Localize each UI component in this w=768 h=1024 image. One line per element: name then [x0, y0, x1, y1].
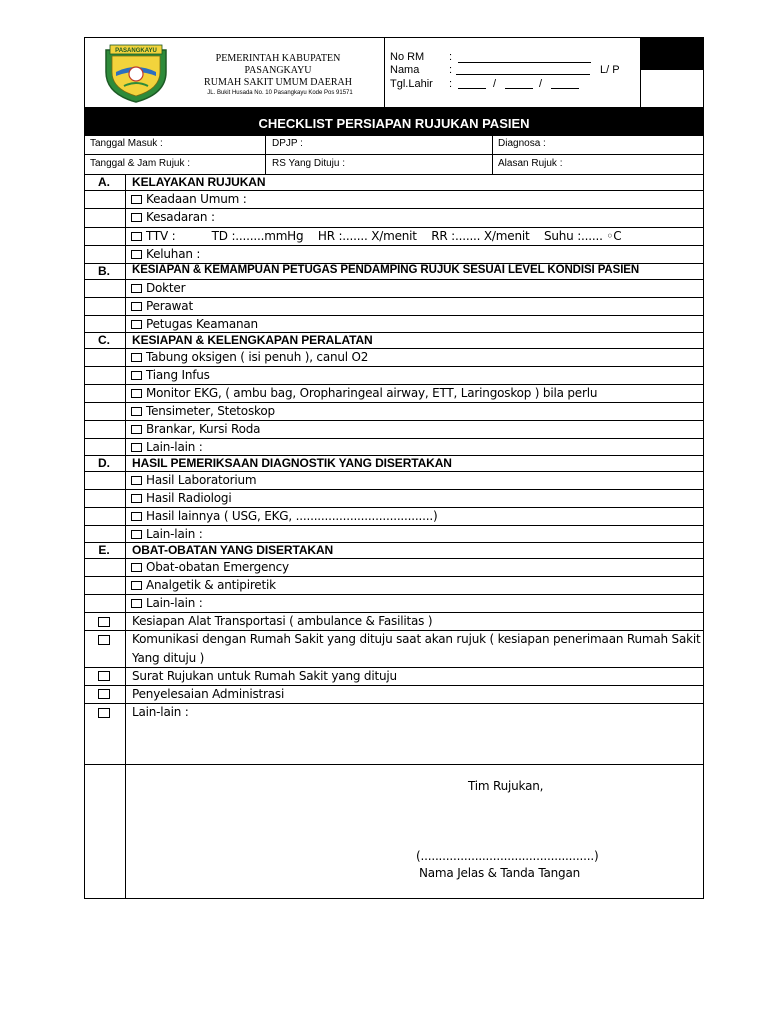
- other-item: Lain-lain :: [132, 705, 189, 719]
- transport-readiness-item: Kesiapan Alat Transportasi ( ambulance & Fasilitas ): [132, 614, 433, 628]
- checkbox[interactable]: [131, 302, 142, 311]
- letter-column-divider: [125, 174, 126, 899]
- checklist-item: Tabung oksigen ( isi penuh ), canul O2: [131, 350, 368, 364]
- no-rm-field[interactable]: [458, 62, 591, 63]
- section-c-letter: C.: [98, 333, 110, 347]
- checklist-item: Hasil Laboratorium: [131, 473, 256, 487]
- section-b-title: KESIAPAN & KEMAMPUAN PETUGAS PENDAMPING RUJUK SESUAI LEVEL KONDISI PASIEN: [132, 264, 640, 276]
- row-divider: [84, 667, 704, 668]
- birth-month-field[interactable]: [505, 88, 533, 89]
- checkbox[interactable]: [131, 494, 142, 503]
- row-divider: [84, 366, 704, 367]
- checklist-item: Analgetik & antipiretik: [131, 578, 276, 592]
- checkbox[interactable]: [131, 232, 142, 241]
- row-divider: [84, 612, 704, 613]
- checkbox[interactable]: [131, 512, 142, 521]
- section-d-letter: D.: [98, 456, 110, 470]
- row-divider: [84, 315, 704, 316]
- tanggal-masuk-label: Tanggal Masuk :: [90, 138, 163, 149]
- checkbox[interactable]: [131, 425, 142, 434]
- signature-caption: Nama Jelas & Tanda Tangan: [419, 866, 581, 880]
- gov-line-2: PASANGKAYU: [244, 65, 312, 76]
- checklist-item: Perawat: [131, 299, 193, 313]
- colon: :: [449, 51, 453, 63]
- row-divider: [84, 154, 704, 155]
- checkbox[interactable]: [131, 250, 142, 259]
- ttv-row: TTV : TD :........mmHg HR :....... X/menit RR :....... X/menit Suhu :...... ◦C: [131, 229, 621, 243]
- referral-letter-item: Surat Rujukan untuk Rumah Sakit yang dituju: [132, 669, 397, 683]
- checklist-item: Hasil lainnya ( USG, EKG, ......................................): [131, 509, 437, 523]
- section-a-letter: A.: [98, 175, 110, 189]
- section-e-letter: E.: [98, 543, 110, 557]
- row-divider: [84, 558, 704, 559]
- gender-label: L/ P: [600, 64, 620, 76]
- checklist-item: Keluhan :: [131, 247, 200, 261]
- checkbox[interactable]: [131, 213, 142, 222]
- row-divider: [84, 402, 704, 403]
- row-divider: [84, 384, 704, 385]
- row-divider: [84, 471, 704, 472]
- checkbox[interactable]: [131, 599, 142, 608]
- checkbox[interactable]: [98, 689, 110, 699]
- checklist-item: Lain-lain :: [131, 596, 203, 610]
- section-c-title: KESIAPAN & KELENGKAPAN PERALATAN: [132, 333, 373, 347]
- checkbox[interactable]: [131, 476, 142, 485]
- logo-text: PASANGKAYU: [115, 48, 157, 54]
- colon: :: [449, 64, 453, 76]
- checkbox[interactable]: [131, 353, 142, 362]
- colon: :: [449, 78, 453, 90]
- checklist-item: Hasil Radiologi: [131, 491, 231, 505]
- checkbox[interactable]: [131, 581, 142, 590]
- row-divider: [84, 438, 704, 439]
- checklist-item: Obat-obatan Emergency: [131, 560, 289, 574]
- gov-line-1: PEMERINTAH KABUPATEN: [215, 53, 341, 64]
- diagnosa-label: Diagnosa :: [498, 138, 546, 149]
- checklist-item: Tensimeter, Stetoskop: [131, 404, 275, 418]
- birth-year-field[interactable]: [551, 88, 579, 89]
- row-divider: [84, 507, 704, 508]
- row-divider: [84, 245, 704, 246]
- checkbox[interactable]: [131, 320, 142, 329]
- row-divider: [84, 227, 704, 228]
- row-divider: [84, 208, 704, 209]
- header-black-box: [641, 38, 704, 70]
- row-divider: [84, 420, 704, 421]
- checklist-item: Tiang Infus: [131, 368, 210, 382]
- row-divider: [84, 279, 704, 280]
- checkbox[interactable]: [131, 195, 142, 204]
- row-divider: [84, 685, 704, 686]
- alasan-rujuk-label: Alasan Rujuk :: [498, 158, 563, 169]
- tanggal-jam-rujuk-label: Tanggal & Jam Rujuk :: [90, 158, 191, 169]
- checklist-item: Monitor EKG, ( ambu bag, Oropharingeal airway, ETT, Laringoskop ) bila perlu: [131, 386, 597, 400]
- header-divider: [384, 37, 385, 107]
- nama-field[interactable]: [456, 74, 590, 75]
- row-divider: [84, 348, 704, 349]
- rs-dituju-label: RS Yang Dituju :: [272, 158, 346, 169]
- checklist-item: Brankar, Kursi Roda: [131, 422, 260, 436]
- signature-line[interactable]: (................................................): [416, 849, 599, 863]
- nama-label: Nama: [390, 64, 420, 76]
- row-divider: [84, 594, 704, 595]
- checkbox[interactable]: [98, 708, 110, 718]
- row-divider: [84, 764, 704, 765]
- dpjp-label: DPJP :: [272, 138, 303, 149]
- checkbox[interactable]: [131, 443, 142, 452]
- checkbox[interactable]: [131, 407, 142, 416]
- communication-item: Komunikasi dengan Rumah Sakit yang dituju saat akan rujuk ( kesiapan penerimaan Rumah Sakit: [132, 632, 701, 646]
- checkbox[interactable]: [98, 635, 110, 645]
- date-separator: /: [493, 78, 497, 90]
- checklist-item: Lain-lain :: [131, 527, 203, 541]
- row-divider: [84, 489, 704, 490]
- checkbox[interactable]: [131, 371, 142, 380]
- tgl-lahir-label: Tgl.Lahir: [390, 78, 433, 90]
- birth-day-field[interactable]: [458, 88, 486, 89]
- col-divider: [492, 136, 493, 174]
- checkbox[interactable]: [98, 617, 110, 627]
- checkbox[interactable]: [131, 389, 142, 398]
- checklist-item: Keadaan Umum :: [131, 192, 247, 206]
- row-divider: [84, 576, 704, 577]
- no-rm-label: No RM: [390, 51, 425, 63]
- referral-team-label: Tim Rujukan,: [468, 779, 544, 793]
- checkbox[interactable]: [131, 530, 142, 539]
- checkbox[interactable]: [98, 671, 110, 681]
- checklist-item: Kesadaran :: [131, 210, 215, 224]
- date-separator: /: [539, 78, 543, 90]
- gov-line-3: RUMAH SAKIT UMUM DAERAH: [204, 77, 352, 88]
- row-divider: [84, 297, 704, 298]
- communication-item-continued: Yang dituju ): [132, 651, 205, 665]
- checkbox[interactable]: [131, 563, 142, 572]
- hospital-heading: [180, 53, 376, 89]
- col-divider: [265, 136, 266, 174]
- form-title: CHECKLIST PERSIAPAN RUJUKAN PASIEN: [84, 107, 704, 136]
- checklist-item: Dokter: [131, 281, 185, 295]
- row-divider: [84, 703, 704, 704]
- hospital-address: JL. Bukit Husada No. 10 Pasangkayu Kode Pos 91571: [207, 90, 353, 96]
- section-e-title: OBAT-OBATAN YANG DISERTAKAN: [132, 543, 334, 557]
- row-divider: [84, 525, 704, 526]
- row-divider: [84, 630, 704, 631]
- section-a-title: KELAYAKAN RUJUKAN: [132, 175, 266, 189]
- checklist-item: Petugas Keamanan: [131, 317, 258, 331]
- row-divider: [84, 190, 704, 191]
- administration-item: Penyelesaian Administrasi: [132, 687, 285, 701]
- checklist-item: Lain-lain :: [131, 440, 203, 454]
- checkbox[interactable]: [131, 284, 142, 293]
- section-d-title: HASIL PEMERIKSAAN DIAGNOSTIK YANG DISERTAKAN: [132, 456, 452, 470]
- pasangkayu-logo: [102, 42, 170, 104]
- section-b-letter: B.: [98, 264, 110, 278]
